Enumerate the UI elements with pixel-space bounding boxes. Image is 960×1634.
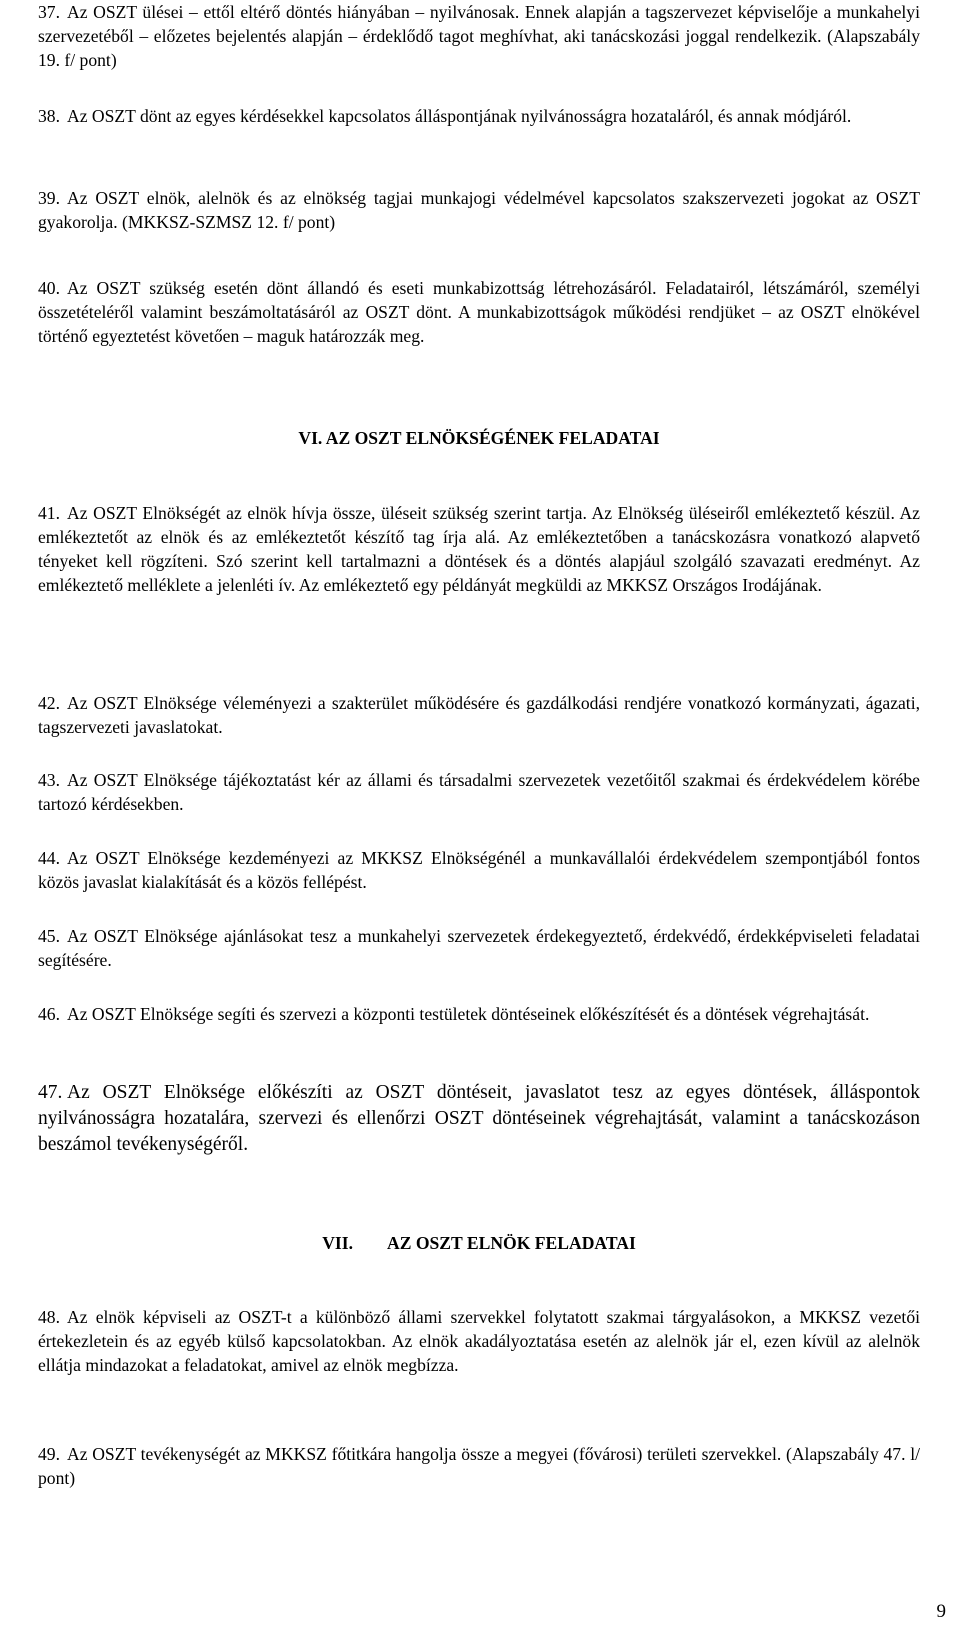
paragraph-text: Az OSZT Elnöksége előkészíti az OSZT döntéseit, javaslatot tesz az egyes döntések, álláspontok nyilvánosságra hozatalára, szervezi és ellenőrzi OSZT döntéseinek végrehajtását, valamint a tanácskozáson beszámol tevékenységéről. (38, 1082, 920, 1155)
paragraph-text: Az OSZT Elnöksége véleményezi a szakterület működésére és gazdálkodási rendjére vonatkozó kormányzati, ágazati, tagszervezeti javaslatokat. (38, 693, 920, 737)
paragraph-text: Az OSZT Elnöksége segíti és szervezi a központi testületek döntéseinek előkészítését és a döntések végrehajtását. (67, 1004, 870, 1024)
paragraph-42 (38, 691, 920, 739)
paragraph-number: 45. (38, 926, 60, 946)
heading-title: AZ OSZT ELNÖK FELADATAI (387, 1233, 636, 1253)
heading-title: AZ OSZT ELNÖKSÉGÉNEK FELADATAI (325, 428, 660, 448)
paragraph-text: Az elnök képviseli az OSZT-t a különböző állami szervekkel folytatott szakmai tárgyalásokon, a MKKSZ vezetői értekezletein és az egyéb külső kapcsolatokban. Az elnök akadályoztatása esetén az alelnök jár el, ezen kívül az alelnök ellátja mindazokat a feladatokat, amivel az elnök megbízza. (38, 1307, 920, 1375)
paragraph-number: 44. (38, 848, 60, 868)
paragraph-number: 47. (38, 1082, 63, 1103)
paragraph-number: 48. (38, 1307, 60, 1327)
paragraph-text: Az OSZT elnök, alelnök és az elnökség tagjai munkajogi védelmével kapcsolatos szakszervezeti jogokat az OSZT gyakorolja. (MKKSZ-SZMSZ 12. f/ pont) (38, 188, 920, 232)
paragraph-39 (38, 186, 920, 234)
paragraph-number: 43. (38, 770, 60, 790)
paragraph-37 (38, 0, 920, 72)
paragraph-number: 38. (38, 106, 60, 126)
paragraph-46 (38, 1002, 920, 1026)
paragraph-text: Az OSZT Elnöksége ajánlásokat tesz a munkahelyi szervezetek érdekegyeztető, érdekvédő, érdekképviseleti feladatai segítésére. (38, 926, 920, 970)
paragraph-38 (38, 104, 920, 128)
paragraph-text: Az OSZT szükség esetén dönt állandó és eseti munkabizottság létrehozásáról. Feladatairól, létszámáról, személyi összetételéről valamint beszámoltatásáról az OSZT dönt. A munkabizottságok működési rendjüket – az OSZT elnökével történő egyeztetést követően – maguk határozzák meg. (38, 278, 920, 346)
heading-roman-numeral: VI. (298, 428, 323, 448)
page-number: 9 (936, 1601, 946, 1622)
paragraph-48 (38, 1305, 920, 1377)
paragraph-41 (38, 501, 920, 597)
paragraph-text: Az OSZT Elnökségét az elnök hívja össze, üléseit szükség szerint tartja. Az Elnökség üléseiről emlékeztető készül. Az emlékeztetőt az elnök és az emlékeztetőt készítő tag írja alá. Az emlékeztetőben a tanácskozásra vonatkozó alapvető tényeket kell rögzíteni. Szó szerint kell tartalmazni a döntések és a döntés alapjául szolgáló szavazati eredményt. Az emlékeztető melléklete a jelenléti ív. Az emlékeztető egy példányát megküldi az MKKSZ Országos Irodájának. (38, 503, 920, 595)
paragraph-text: Az OSZT Elnöksége tájékoztatást kér az állami és társadalmi szervezetek vezetőitől szakmai és érdekvédelem körébe tartozó kérdésekben. (38, 770, 920, 814)
heading-roman-numeral: VII. (322, 1233, 353, 1253)
paragraph-number: 42. (38, 693, 60, 713)
paragraph-number: 39. (38, 188, 60, 208)
section-heading-vii (38, 1231, 920, 1255)
paragraph-number: 41. (38, 503, 60, 523)
paragraph-number: 49. (38, 1444, 60, 1464)
section-heading-vi (38, 426, 920, 450)
paragraph-47 (38, 1080, 920, 1158)
paragraph-49 (38, 1442, 920, 1490)
paragraph-number: 37. (38, 2, 60, 22)
paragraph-text: Az OSZT ülései – ettől eltérő döntés hiányában – nyilvánosak. Ennek alapján a tagszervezet képviselője a munkahelyi szervezetéből – előzetes bejelentés alapján – érdeklődő tagot meghívhat, aki tanácskozási joggal rendelkezik. (Alapszabály 19. f/ pont) (38, 2, 920, 70)
paragraph-40 (38, 276, 920, 348)
paragraph-number: 40. (38, 278, 60, 298)
paragraph-number: 46. (38, 1004, 60, 1024)
paragraph-text: Az OSZT tevékenységét az MKKSZ főtitkára hangolja össze a megyei (fővárosi) területi szervekkel. (Alapszabály 47. l/ pont) (38, 1444, 920, 1488)
paragraph-text: Az OSZT dönt az egyes kérdésekkel kapcsolatos álláspontjának nyilvánosságra hozataláról, és annak módjáról. (67, 106, 852, 126)
paragraph-45 (38, 924, 920, 972)
paragraph-43 (38, 768, 920, 816)
paragraph-text: Az OSZT Elnöksége kezdeményezi az MKKSZ Elnökségénél a munkavállalói érdekvédelem szempontjából fontos közös javaslat kialakítását és a közös fellépést. (38, 848, 920, 892)
paragraph-44 (38, 846, 920, 894)
